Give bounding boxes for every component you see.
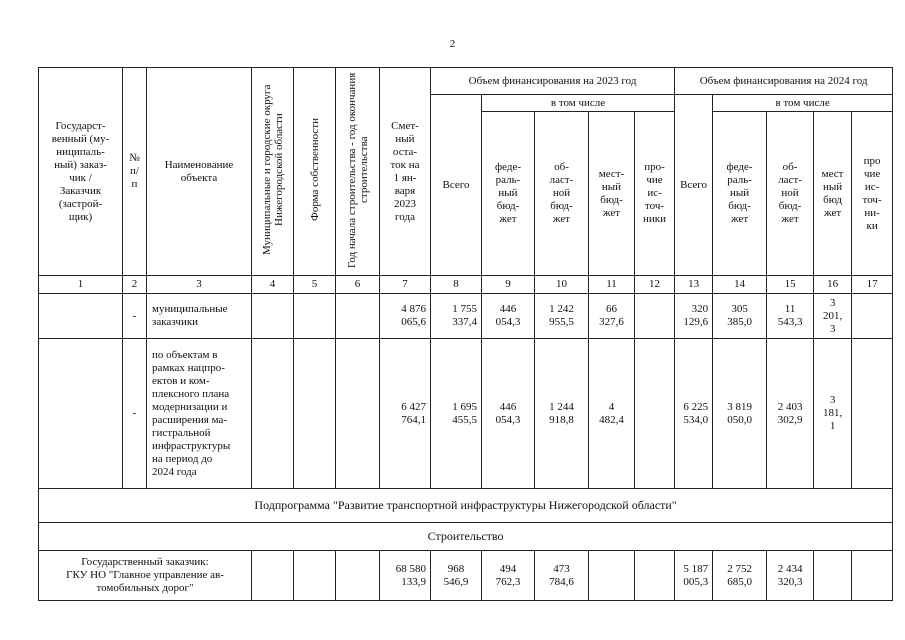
section-row xyxy=(39,523,893,551)
header-incl-2023: в том числе xyxy=(482,95,675,112)
cell-empty xyxy=(336,294,380,339)
header-customer: Государст- венный (му- ниципаль- ный) заказ- чик / Заказчик (застрой- щик) xyxy=(39,68,123,276)
header-row-1 xyxy=(39,68,893,95)
section-title: Строительство xyxy=(39,523,893,551)
cell-regional-2024: 2 403 302,9 xyxy=(767,339,814,489)
cell-empty xyxy=(852,339,893,489)
header-num: № п/ п xyxy=(123,68,147,276)
header-remainder: Смет- ный оста- ток на 1 ян- варя 2023 года xyxy=(380,68,431,276)
column-number-row xyxy=(39,276,893,294)
col-number: 17 xyxy=(852,276,893,294)
cell-total-2024: 6 225 534,0 xyxy=(675,339,713,489)
cell-empty xyxy=(336,551,380,601)
cell-federal-2023: 494 762,3 xyxy=(482,551,535,601)
header-fin-2023: Объем финансирования на 2023 год xyxy=(431,68,675,95)
col-number: 15 xyxy=(767,276,814,294)
header-years: Год начала строительства - год окончания строительства xyxy=(345,71,370,268)
table-row xyxy=(39,339,893,489)
col-number: 6 xyxy=(336,276,380,294)
col-number: 10 xyxy=(535,276,589,294)
cell-num: - xyxy=(123,339,147,489)
col-number: 7 xyxy=(380,276,431,294)
col-number: 4 xyxy=(252,276,294,294)
col-number: 2 xyxy=(123,276,147,294)
cell-federal-2024: 3 819 050,0 xyxy=(713,339,767,489)
header-federal-2023: феде- раль- ный бюд- жет xyxy=(482,112,535,276)
cell-object-name: муниципальные заказчики xyxy=(147,294,252,339)
table-row xyxy=(39,551,893,601)
cell-empty xyxy=(589,551,635,601)
cell-local-2024: 3 181, 1 xyxy=(814,339,852,489)
cell-empty xyxy=(39,339,123,489)
col-number: 11 xyxy=(589,276,635,294)
cell-regional-2024: 2 434 320,3 xyxy=(767,551,814,601)
cell-local-2024: 3 201, 3 xyxy=(814,294,852,339)
header-total-2023: Всего xyxy=(431,95,482,276)
header-local-2024: мест ный бюд жет xyxy=(814,112,852,276)
cell-empty xyxy=(635,551,675,601)
cell-total-2024: 5 187 005,3 xyxy=(675,551,713,601)
col-number: 3 xyxy=(147,276,252,294)
cell-empty xyxy=(336,339,380,489)
cell-total-2024: 320 129,6 xyxy=(675,294,713,339)
header-local-2023: мест- ный бюд- жет xyxy=(589,112,635,276)
cell-empty xyxy=(294,339,336,489)
cell-empty xyxy=(852,294,893,339)
header-regional-2023: об- ласт- ной бюд- жет xyxy=(535,112,589,276)
col-number: 14 xyxy=(713,276,767,294)
col-number: 16 xyxy=(814,276,852,294)
subprogram-row xyxy=(39,489,893,523)
header-other-2023: про- чие ис- точ- ники xyxy=(635,112,675,276)
cell-empty xyxy=(294,294,336,339)
subprogram-title: Подпрограмма "Развитие транспортной инфраструктуры Нижегородской области" xyxy=(39,489,893,523)
cell-empty xyxy=(814,551,852,601)
cell-regional-2024: 11 543,3 xyxy=(767,294,814,339)
cell-empty xyxy=(39,294,123,339)
cell-empty xyxy=(635,294,675,339)
header-municipal: Муниципальные и городские округа Нижегородской области xyxy=(260,84,285,255)
cell-regional-2023: 473 784,6 xyxy=(535,551,589,601)
col-number: 9 xyxy=(482,276,535,294)
col-number: 5 xyxy=(294,276,336,294)
header-regional-2024: об- ласт- ной бюд- жет xyxy=(767,112,814,276)
cell-total-2023: 968 546,9 xyxy=(431,551,482,601)
cell-empty xyxy=(252,294,294,339)
cell-empty xyxy=(252,339,294,489)
cell-regional-2023: 1 244 918,8 xyxy=(535,339,589,489)
cell-remainder: 6 427 764,1 xyxy=(380,339,431,489)
cell-empty xyxy=(294,551,336,601)
col-number: 8 xyxy=(431,276,482,294)
col-number: 1 xyxy=(39,276,123,294)
header-object-name: Наименование объекта xyxy=(147,68,252,276)
cell-remainder: 4 876 065,6 xyxy=(380,294,431,339)
header-other-2024: про чие ис- точ- ни- ки xyxy=(852,112,893,276)
cell-regional-2023: 1 242 955,5 xyxy=(535,294,589,339)
header-fin-2024: Объем финансирования на 2024 год xyxy=(675,68,893,95)
cell-federal-2024: 305 385,0 xyxy=(713,294,767,339)
financing-table xyxy=(38,67,893,601)
table-row xyxy=(39,294,893,339)
header-years-cell xyxy=(336,68,380,276)
cell-empty xyxy=(252,551,294,601)
header-total-2024: Всего xyxy=(675,95,713,276)
cell-federal-2024: 2 752 685,0 xyxy=(713,551,767,601)
page-number: 2 xyxy=(449,38,456,50)
header-incl-2024: в том числе xyxy=(713,95,893,112)
col-number: 12 xyxy=(635,276,675,294)
cell-local-2023: 66 327,6 xyxy=(589,294,635,339)
header-ownership-cell xyxy=(294,68,336,276)
cell-object-name: по объектам в рамках нацпро- ектов и ком- плексного плана модернизации и расширения ма- гистральной инфраструктуры на период до 2024 года xyxy=(147,339,252,489)
cell-local-2023: 4 482,4 xyxy=(589,339,635,489)
cell-empty xyxy=(852,551,893,601)
header-municipal-cell xyxy=(252,68,294,276)
header-federal-2024: феде- раль- ный бюд- жет xyxy=(713,112,767,276)
header-ownership: Форма собственности xyxy=(308,118,321,221)
cell-empty xyxy=(635,339,675,489)
cell-remainder: 68 580 133,9 xyxy=(380,551,431,601)
cell-federal-2023: 446 054,3 xyxy=(482,339,535,489)
cell-customer: Государственный заказчик: ГКУ НО "Главное управление ав- томобильных дорог" xyxy=(39,551,252,601)
cell-total-2023: 1 695 455,5 xyxy=(431,339,482,489)
cell-num: - xyxy=(123,294,147,339)
cell-federal-2023: 446 054,3 xyxy=(482,294,535,339)
col-number: 13 xyxy=(675,276,713,294)
cell-total-2023: 1 755 337,4 xyxy=(431,294,482,339)
